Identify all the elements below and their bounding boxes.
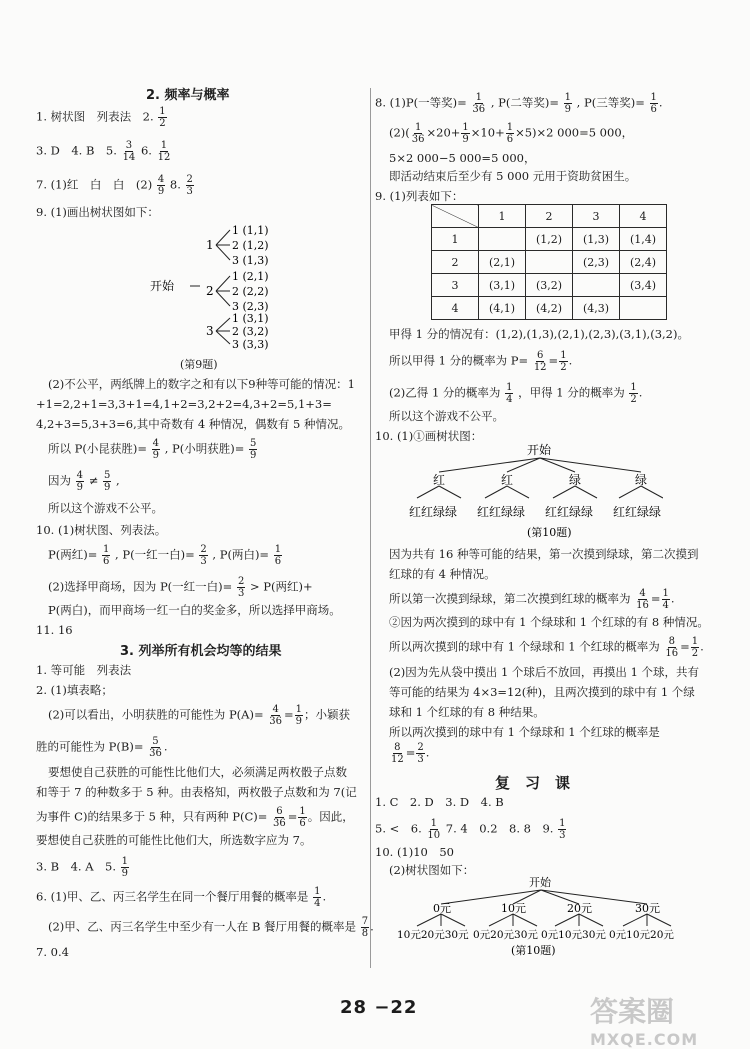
answer-q10-prob2: 所以两次摸到的球中有 1 个绿球和 1 个红球的概率为 $\frac{8}{16}$ = $\frac{1}{2}$ . <box>389 636 704 659</box>
fraction: $\frac{4}{9}$ <box>152 438 160 461</box>
tree-leaves: 红红绿绿 <box>409 505 458 519</box>
answer-q11: 11. 16 <box>36 623 73 637</box>
tree-leaves: 红红绿绿 <box>477 505 526 519</box>
fraction: $\frac{5}{9}$ <box>103 470 111 493</box>
tree-diagram-review-q10 <box>395 874 695 966</box>
table-cell <box>620 297 667 320</box>
fraction: $\frac{1}{4}$ <box>662 588 669 611</box>
answer-q9-2-line2: +1=2,2+1=3,3+1=4,1+2=3,2+2=4,3+2=5,1+3= <box>36 397 332 411</box>
tree-leaf: 3 (2,3) <box>232 300 269 313</box>
table-row <box>432 251 667 274</box>
tree-leaf: 2 (2,2) <box>232 285 269 298</box>
s3-answer-q2-line3: 胜的可能性为 P(B)= $\frac{5}{36}$ . <box>36 736 168 759</box>
tree-node: 0元 <box>433 902 451 915</box>
table-header-row <box>432 205 667 228</box>
s3-answer-q2-line6: 为事件 C)的结果多于 5 种，只有两种 P(C)= $\frac{6}{36}$ = $\frac{1}{6}$ 。因此， <box>36 806 354 829</box>
tree-leaf: 3 (3,3) <box>232 338 269 350</box>
fraction: $\frac{1}{9}$ <box>462 122 469 145</box>
fraction: $\frac{7}{8}$ <box>361 916 369 939</box>
tree-leaves: 0元20元30元 <box>473 929 538 941</box>
fraction: $\frac{1}{2}$ <box>560 350 567 373</box>
answer-q9-2-line1: (2)不公平，两纸牌上的数字之和有以下9种等可能的情况：1 <box>48 377 355 391</box>
fraction: $\frac{4}{9}$ <box>76 470 84 493</box>
answer-q10-line3: ②因为两次摸到的球中有 1 个绿球和 1 个红球的有 8 种情况。 <box>389 615 709 629</box>
answer-q10-2-prob: $\frac{8}{12}$ = $\frac{2}{3}$ . <box>391 742 430 765</box>
tree-leaves: 0元10元20元 <box>609 929 674 941</box>
fraction: $\frac{1}{9}$ <box>295 704 303 727</box>
fraction: $\frac{4}{36}$ <box>269 704 282 727</box>
answer-q8-conclusion: 即活动结束后至少有 5 000 元用于资助贫困生。 <box>389 169 637 183</box>
answer-q9-2-line5: 因为 $\frac{4}{9}$ ≠ $\frac{5}{9}$ , <box>48 470 120 493</box>
tree-leaf: 2 (1,2) <box>232 239 269 252</box>
s3-answer-q6-1: 6. (1)甲、乙、丙三名学生在同一个餐厅用餐的概率是 $\frac{1}{4}$ . <box>36 886 327 909</box>
tree-leaf: 1 (2,1) <box>232 270 269 283</box>
review-answer-q10-2: (2)树状图如下： <box>389 863 475 877</box>
fraction: $\frac{1}{36}$ <box>411 122 425 145</box>
figure-caption: (第10题) <box>527 526 572 539</box>
watermark-logo: 答案圈 MXQE.COM <box>590 995 699 1049</box>
fraction: $\frac{5}{9}$ <box>250 438 257 461</box>
table-cell: (4,3) <box>573 297 620 320</box>
table-cell: (3,1) <box>479 274 526 297</box>
fraction: $\frac{8}{12}$ <box>391 742 404 765</box>
answer-q8-calc: 5×2 000−5 000=5 000， <box>389 151 536 165</box>
fraction: $\frac{1}{2}$ <box>159 106 166 129</box>
review-answer-q5-q9: 5. < 6. $\frac{1}{10}$ 7. 4 0.2 8. 8 9. $\frac{1}{3}$ <box>375 818 566 841</box>
tree-leaves: 红红绿绿 <box>545 505 594 519</box>
fraction: $\frac{1}{6}$ <box>274 544 282 567</box>
tree-leaves: 0元10元30元 <box>541 929 606 941</box>
tree-leaves: 红红绿绿 <box>613 505 662 519</box>
fraction: $\frac{1}{6}$ <box>506 122 514 145</box>
s3-answer-q2-line2: (2)可以看出，小明获胜的可能性为 P(A)= $\frac{4}{36}$ = $\frac{1}{9}$ ；小颖获 <box>48 704 351 727</box>
answer-q9-cases: 甲得 1 分的情况有：(1,2),(1,3),(2,1),(2,3),(3,1),(3,2)。 <box>389 327 689 341</box>
review-answer-q10-1: 10. (1)10 50 <box>375 845 455 859</box>
tree-node: 3 <box>206 324 214 338</box>
s3-answer-q2-line5: 和等于 7 的种数多于 5 种。由表格知，两枚骰子点数和为 7(记 <box>36 785 357 799</box>
s3-answer-q2-line4: 要想使自己获胜的可能性比他们大，必须满足两枚骰子点数 <box>48 765 347 779</box>
answer-q10-2-line3: 球和 1 个红球的有 8 种结果。 <box>389 705 545 719</box>
table-cell: (1,3) <box>573 228 620 251</box>
tree-node: 绿 <box>569 473 582 487</box>
fraction: $\frac{2}{3}$ <box>237 576 245 599</box>
answer-q9-intro: 9. (1)画出树状图如下： <box>36 205 159 219</box>
fraction: $\frac{1}{6}$ <box>299 806 306 829</box>
table-cell: (1,4) <box>620 228 667 251</box>
answer-q10-2-line1: (2)因为先从袋中摸出 1 个球后不放回，再摸出 1 个球，共有 <box>389 665 700 679</box>
table-cell: (2,3) <box>573 251 620 274</box>
answer-q10-2-line2: 等可能的结果为 4×3=12(种)，且两次摸到的球中有 1 个绿 <box>389 685 695 699</box>
fraction: $\frac{6}{12}$ <box>533 350 547 373</box>
table-cell: (4,1) <box>479 297 526 320</box>
table-cell: 4 <box>432 297 479 320</box>
fraction: $\frac{1}{12}$ <box>157 140 171 163</box>
answer-q9-2: (2)乙得 1 分的概率为 $\frac{1}{4}$ ，甲得 1 分的概率为 $\frac{1}{2}$ . <box>389 382 643 405</box>
figure-caption: (第9题) <box>180 358 218 371</box>
column-divider <box>370 88 371 968</box>
fraction: $\frac{4}{9}$ <box>157 174 165 197</box>
table-cell: (4,2) <box>526 297 573 320</box>
answer-q9-2-line4: 所以 P(小昆获胜)= $\frac{4}{9}$ , P(小明获胜)= $\frac{5}{9}$ <box>48 438 257 461</box>
fraction: $\frac{1}{2}$ <box>630 382 637 405</box>
tree-node: 绿 <box>635 473 648 487</box>
answer-q7-q8: 7. (1)红 白 白 (2) $\frac{4}{9}$ 8. $\frac{2}{3}$ <box>36 174 193 197</box>
fraction: $\frac{1}{6}$ <box>103 544 110 567</box>
fraction: $\frac{1}{10}$ <box>427 818 441 841</box>
answer-q9-2-line3: 4,2+3=5,3+3=6,其中奇数有 4 种情况，偶数有 5 种情况。 <box>36 417 350 431</box>
table-cell: 1 <box>479 205 526 228</box>
answer-q9-prob: 所以甲得 1 分的概率为 P= $\frac{6}{12}$ = $\frac{1}{2}$ . <box>389 350 573 373</box>
outcome-table <box>431 204 667 320</box>
fraction: $\frac{3}{14}$ <box>122 140 136 163</box>
answer-q9-2-conclusion: 所以这个游戏不公平。 <box>48 501 163 515</box>
fraction: $\frac{2}{3}$ <box>186 174 193 197</box>
table-row <box>432 297 667 320</box>
tree-root-label: 开始 <box>527 443 552 457</box>
tree-node: 红 <box>433 473 446 487</box>
tree-node: 2 <box>206 284 214 298</box>
fraction: $\frac{1}{6}$ <box>650 92 657 115</box>
fraction: $\frac{1}{4}$ <box>506 382 513 405</box>
answer-q10-1: 10. (1)树状图、列表法。 <box>36 523 167 537</box>
tree-node: 20元 <box>567 902 592 915</box>
answer-q10-2-line1: (2)选择甲商场，因为 P(一红一白)= $\frac{2}{3}$ > P(两红)+ <box>48 576 313 599</box>
s3-answer-q2: 2. (1)填表略； <box>36 683 113 697</box>
section-title-listing-outcomes: 3. 列举所有机会均等的结果 <box>120 644 282 659</box>
table-cell: (1,2) <box>526 228 573 251</box>
tree-leaf: 2 (3,2) <box>232 325 269 338</box>
section-title-review: 复 习 课 <box>495 774 571 792</box>
table-cell: 2 <box>526 205 573 228</box>
table-cell <box>479 228 526 251</box>
fraction: $\frac{1}{9}$ <box>121 856 129 879</box>
answer-q10-1: 10. (1)①画树状图： <box>375 429 483 443</box>
tree-diagram-q10 <box>403 440 663 540</box>
tree-node: 30元 <box>635 902 660 915</box>
fraction: $\frac{8}{16}$ <box>665 636 679 659</box>
table-cell: (3,4) <box>620 274 667 297</box>
tree-leaves: 10元20元30元 <box>397 929 469 941</box>
tree-leaf: 1 (3,1) <box>232 312 269 325</box>
fraction: $\frac{1}{4}$ <box>314 886 321 909</box>
fraction: $\frac{4}{16}$ <box>636 588 649 611</box>
table-cell: (2,4) <box>620 251 667 274</box>
table-row <box>432 274 667 297</box>
tree-node: 10元 <box>501 902 526 915</box>
table-cell <box>432 205 479 228</box>
tree-diagram-q9 <box>150 218 280 350</box>
review-answer-q1-q4: 1. C 2. D 3. D 4. B <box>375 795 504 809</box>
tree-root-label: 开始 <box>150 279 175 293</box>
table-cell: (3,2) <box>526 274 573 297</box>
answer-q8-2: (2)( $\frac{1}{36}$ ×20+ $\frac{1}{9}$ ×10+ $\frac{1}{6}$ ×5)×2 000=5 000， <box>389 122 634 145</box>
fraction: $\frac{1}{3}$ <box>559 818 566 841</box>
tree-node: 1 <box>206 238 214 252</box>
tree-node: 红 <box>501 473 514 487</box>
table-cell: 4 <box>620 205 667 228</box>
answer-q1: 1. 树状图 列表法 2. $\frac{1}{2}$ <box>36 106 166 129</box>
fraction: $\frac{2}{3}$ <box>417 742 424 765</box>
answer-q10-line2: 红球的有 4 种情况。 <box>389 567 496 581</box>
s3-answer-q3-q5: 3. B 4. A 5. $\frac{1}{9}$ <box>36 856 129 879</box>
fraction: $\frac{6}{36}$ <box>273 806 286 829</box>
answer-q8-1: 8. (1)P(一等奖)= $\frac{1}{36}$ , P(二等奖)= $\frac{1}{9}$ , P(三等奖)= $\frac{1}{6}$ . <box>375 92 663 115</box>
table-row <box>432 228 667 251</box>
table-cell: 3 <box>432 274 479 297</box>
figure-caption: (第10题) <box>511 944 556 957</box>
s3-answer-q7: 7. 0.4 <box>36 945 69 959</box>
table-cell: (2,1) <box>479 251 526 274</box>
table-cell: 3 <box>573 205 620 228</box>
fraction: $\frac{1}{9}$ <box>564 92 572 115</box>
answer-q10-2-line4: 所以两次摸到的球中有 1 个绿球和 1 个红球的概率是 <box>389 725 660 739</box>
table-cell: 2 <box>432 251 479 274</box>
answer-q10-2-line2: P(两白)，而甲商场一红一白的奖金多，所以选择甲商场。 <box>48 603 341 617</box>
table-cell: 1 <box>432 228 479 251</box>
s3-answer-q1: 1. 等可能 列表法 <box>36 663 132 677</box>
tree-leaf: 1 (1,1) <box>232 224 269 237</box>
section-title-frequency-probability: 2. 频率与概率 <box>146 88 230 103</box>
answer-q10-prob1: 所以第一次摸到绿球，第二次摸到红球的概率为 $\frac{4}{16}$ = $\frac{1}{4}$ . <box>389 588 675 611</box>
s3-answer-q2-line7: 要想使自己获胜的可能性比他们大，所选数字应为 7。 <box>36 833 312 847</box>
page-number: 28 −22 <box>340 997 418 1018</box>
answer-q3-q6: 3. D 4. B 5. $\frac{3}{14}$ 6. $\frac{1}{12}$ <box>36 140 171 163</box>
tree-root-label: 开始 <box>529 876 551 889</box>
fraction: $\frac{5}{36}$ <box>149 736 162 759</box>
fraction: $\frac{2}{3}$ <box>200 544 207 567</box>
answer-q9-1: 9. (1)列表如下： <box>375 189 464 203</box>
table-cell <box>573 274 620 297</box>
tree-leaf: 3 (1,3) <box>232 254 269 267</box>
answer-q10-line1: 因为共有 16 种等可能的结果，第一次摸到绿球，第二次摸到 <box>389 547 699 561</box>
table-cell <box>526 251 573 274</box>
fraction: $\frac{1}{2}$ <box>691 636 699 659</box>
fraction: $\frac{1}{36}$ <box>472 92 486 115</box>
answer-q9-conclusion: 所以这个游戏不公平。 <box>389 409 504 423</box>
s3-answer-q6-2: (2)甲、乙、丙三名学生中至少有一人在 B 餐厅用餐的概率是 $\frac{7}{8}$ . <box>48 916 374 939</box>
answer-q10-1-probs: P(两红)= $\frac{1}{6}$ , P(一红一白)= $\frac{2}{3}$ , P(两白)= $\frac{1}{6}$ <box>48 544 282 567</box>
